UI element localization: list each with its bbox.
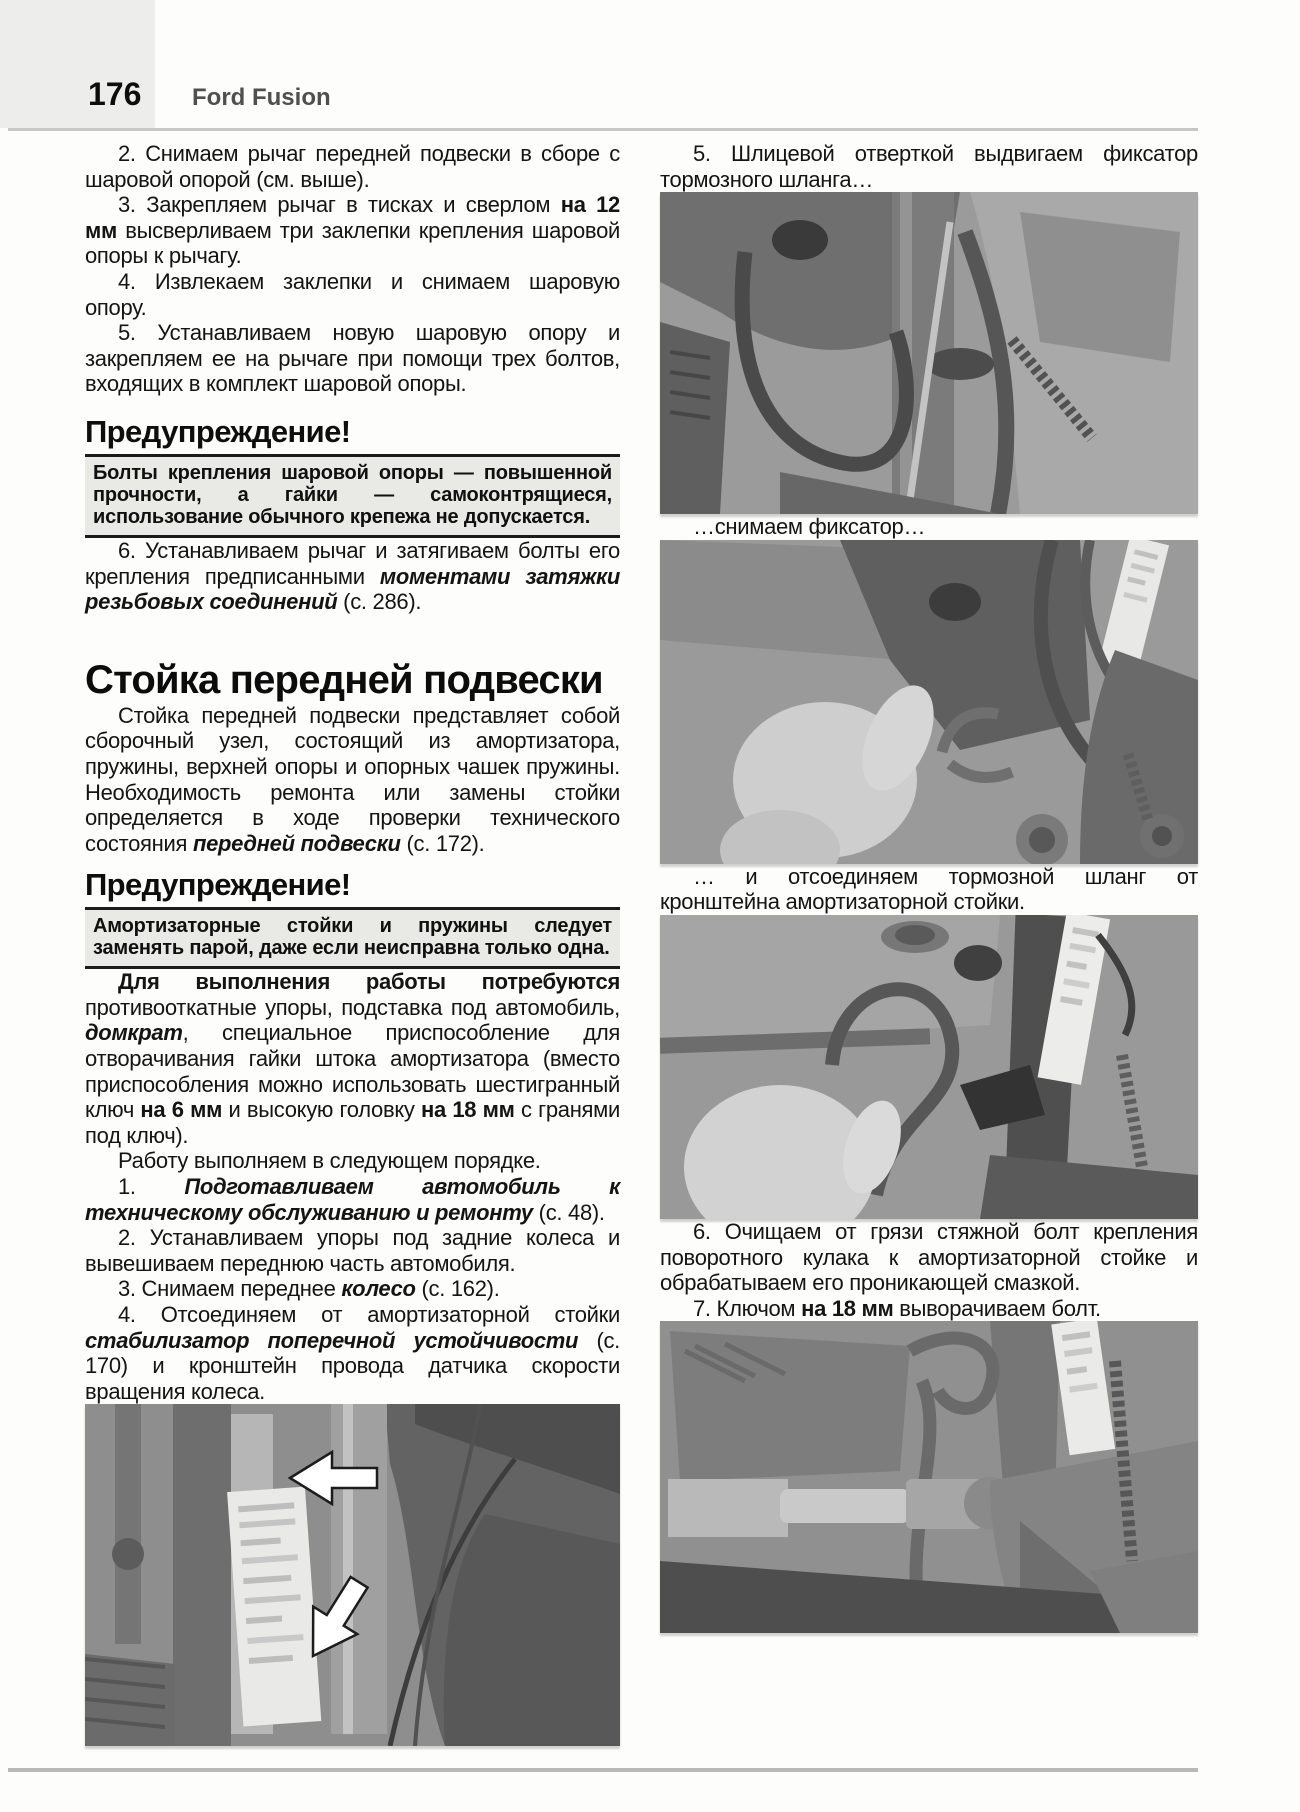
book-title: Ford Fusion	[192, 84, 331, 111]
photo-pinch-bolt-wrench	[660, 1321, 1198, 1633]
procedure-item-1: 1. Подготавливаем автомобиль к техническому обслуживанию и ремонту (с. 48).	[85, 1174, 620, 1225]
caption-remove-retainer: …снимаем фиксатор…	[693, 514, 926, 540]
retainer-photo-sketch	[660, 192, 1198, 514]
procedure-intro: Работу выполняем в следующем порядке.	[118, 1148, 541, 1174]
header-rule	[8, 128, 1198, 131]
caption-disconnect-hose: … и отсоединяем тормозной шланг от кронштейна амортизаторной стойки.	[660, 863, 1198, 915]
warning-box-1	[85, 454, 620, 538]
step-6-clean-bolt: 6. Очищаем от грязи стяжной болт крепления поворотного кулака к амортизаторной стойке и обрабатываем его проникающей смазкой.	[660, 1218, 1198, 1296]
page-number: 176	[88, 76, 142, 112]
photo-strut-with-arrows	[85, 1404, 620, 1746]
warning-box-1-text: Болты крепления шаровой опоры — повышенной прочности, а гайки — самоконтрящиеся, использование обычного крепежа не допускается.	[93, 461, 612, 528]
footer-rule	[8, 1768, 1198, 1772]
strut-photo-sketch	[85, 1404, 620, 1746]
procedure-item-4: 4. Отсоединяем от амортизаторной стойки стабилизатор поперечной устойчивости (с. 170) и кронштейн провода датчика скорости вращения колеса.	[85, 1302, 620, 1404]
tools-required: Для выполнения работы потребуются противооткатные упоры, подставка под автомобиль, домкрат, специальное приспособление для отворачивания гайки штока амортизатора (вместо приспособления можно использовать шестигранный ключ на 6 мм и высокую головку на 18 мм с гранями под ключ).	[85, 969, 620, 1148]
pinch-bolt-photo-sketch	[660, 1321, 1198, 1633]
procedure-item-3: 3. Снимаем переднее колесо (с. 162).	[118, 1276, 500, 1302]
warning-box-2	[85, 907, 620, 969]
step-6-tighten: 6. Устанавливаем рычаг и затягиваем болты его крепления предписанными моментами затяжки резьбовых соединений (с. 286).	[85, 537, 620, 615]
strut-intro: Стойка передней подвески представляет собой сборочный узел, состоящий из амортизатора, пружины, верхней опоры и опорных чашек пружины. Необходимость ремонта или замены стойки определяется в ходе проверки технического состояния передней подвески (с. 172).	[85, 702, 620, 856]
right-column	[660, 141, 1198, 1746]
step-3-drill-rivets: 3. Закрепляем рычаг в тисках и сверлом на 12 мм высверливаем три заклепки крепления шаровой опоры к рычагу.	[85, 192, 620, 269]
warning-title-1: Предупреждение!	[85, 413, 351, 449]
section-title-front-strut: Стойка передней подвески	[85, 657, 603, 702]
step-2-ball-joint: 2. Снимаем рычаг передней подвески в сборе с шаровой опорой (см. выше).	[85, 141, 620, 192]
photo-removing-retainer	[660, 540, 1198, 864]
photo-brake-hose-retainer	[660, 192, 1198, 514]
step-5-pry-retainer: 5. Шлицевой отверткой выдвигаем фиксатор тормозного шланга…	[660, 141, 1198, 192]
left-column	[85, 141, 620, 1746]
photo-disconnecting-hose	[660, 915, 1198, 1219]
disconnect-hose-photo-sketch	[660, 915, 1198, 1219]
removing-retainer-photo-sketch	[660, 540, 1198, 864]
page-columns	[85, 141, 1198, 1746]
step-5-install-joint: 5. Устанавливаем новую шаровую опору и закрепляем ее на рычаге при помощи трех болтов, входящих в комплект шаровой опоры.	[85, 320, 620, 397]
warning-title-2: Предупреждение!	[85, 867, 351, 903]
procedure-item-2: 2. Устанавливаем упоры под задние колеса и вывешиваем переднюю часть автомобиля.	[85, 1225, 620, 1276]
white-part-label	[227, 1487, 321, 1727]
warning-box-2-text: Амортизаторные стойки и пружины следует заменять парой, даже если неисправна только одна.	[93, 915, 612, 960]
step-4-remove-rivets: 4. Извлекаем заклепки и снимаем шаровую опору.	[85, 268, 620, 320]
step-7-unscrew-bolt: 7. Ключом на 18 мм выворачиваем болт.	[693, 1295, 1101, 1321]
